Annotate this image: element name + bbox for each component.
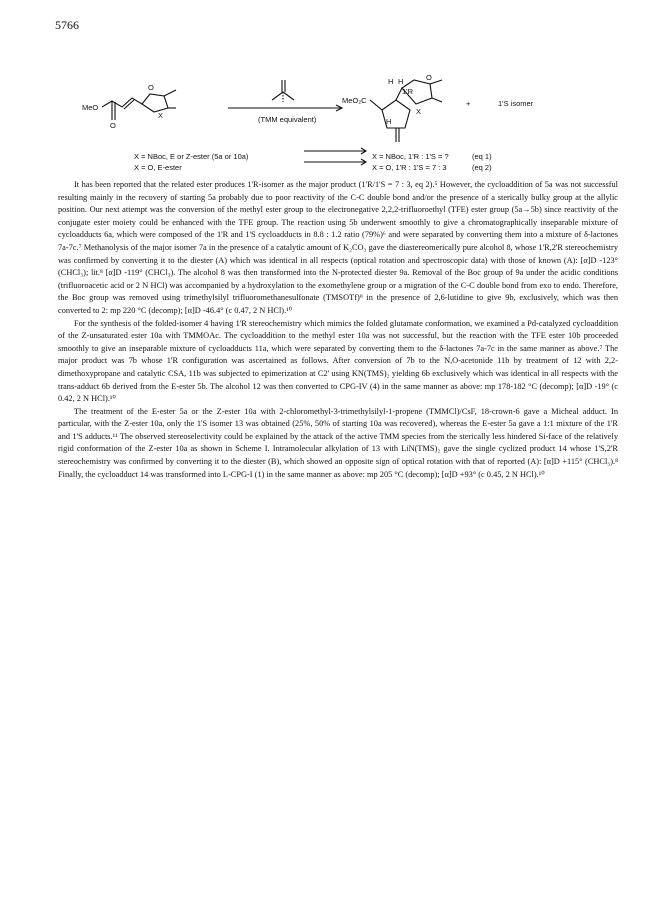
product-x-label: X [416, 107, 422, 116]
conditions-row-2 [134, 163, 594, 174]
paragraph-2: For the synthesis of the folded-isomer 4 having 1'R stereochemistry which mimics the folded glutamate conformation, we examined a Pd-catalyzed cycloaddition of the Z-unsaturated ester 10a with TMMOAc. The cycloaddition to the methyl ester 10a was not successful, but the reaction with the TFE ester 10b proceeded smoothly to give an inseparable mixture of cycloadducts 11a, which were separated by converting them to the δ-lactones 7a-7c in the same manner as above.⁷ The major product was 7b whose 1'R configuration was ascertained as follows. After conversion of 7b to the N,O-acetonide 11b by treatment of 12 with 2,2-dimethoxypropane and catalytic CSA, 11b was subjected to epimerization at C2' using KN(TMS)₂ yielding 6b exclusively which was identical in all respects with the trans-adduct 6b derived from the E-ester 5b. The alcohol 12 was then converted to CPG-IV (4) in the same manner as above: mp 178-182 °C (decomp); [α]D -19° (c 0.42, 2 N HCl).¹⁰ [58, 318, 618, 404]
sm-o-label: O [148, 83, 154, 92]
isomer-label: 1'S isomer [498, 99, 534, 108]
paragraph-1: It has been reported that the related ester produces 1'R-isomer as the major product (1'R/1'S = 7 : 3, eq 2).⁵ However, the cycloaddition of 5a was not successful resulting mainly in the recovery of starting 5a probably due to poor reactivity of the C-C double bond and/or the presence of a sterically bulky group at the allylic position. Our next attempt was the conversion of the methyl ester group to the electronegative 2,2,2-trifluoroethyl (TFE) ester group (5a→5b) since reactivity of the conjugate ester moiety could be enhanced with the TFE group. The reaction using 5b underwent smoothly to give a chromatographically inseparable mixture of cycloadducts 6a, which were composed of the 1'R and 1'S cycloadducts in 8.8 : 1.2 ratio (79%)⁶ and were separated by converting them into a mixture of δ-lactones 7a-7c.⁷ Methanolysis of the major isomer 7a in the presence of a catalytic amount of K₂CO₃ gave the diastereomerically pure alcohol 8, whose 1'R,2'R stereochemistry was confirmed by converting it to the diester (A) which was identical in all respects (optical rotation and spectroscopic data) with those of known (A): [α]D -123° (CHCl₃); lit.⁸ [α]D -119° (CHCl₃). The alcohol 8 was then transformed into the N-protected diester 9a. Removal of the Boc group of 9a under the acidic conditions (trifluoroacetic acid or 2 N HCl) was accompanied by a hydroxylation to the exomethylene group or a migration of the C-C double bond from exo to endo. Therefore, the Boc group was removed using trimethylsilyl trifluoromethanesulfonate (TMSOTf)⁹ in the presence of 2,6-lutidine to give 9b, exclusively, which was then converted to 2: mp 220 °C (decomp); [α]D -46.4° (c 0.47, 2 N HCl).¹⁰ [58, 180, 618, 315]
conditions-row-1 [134, 152, 594, 163]
eq2-condition: X = O, E-ester [134, 163, 182, 172]
product-h-label: H [386, 117, 392, 126]
sm-meo-label: MeO [82, 103, 99, 112]
reaction-conditions [134, 152, 594, 174]
page-number: 5766 [55, 18, 79, 32]
product-h1-label: H [388, 77, 394, 86]
eq2-label: (eq 2) [472, 163, 492, 172]
reagent-label: (TMM equivalent) [258, 115, 317, 124]
plus-sign: + [466, 99, 471, 108]
sm-x-label: X [158, 111, 164, 120]
product-1r-label: 1'R [402, 87, 414, 96]
eq1-label: (eq 1) [472, 152, 492, 161]
eq1-condition: X = NBoc, E or Z-ester (5a or 10a) [134, 152, 249, 161]
product-h2-label: H [398, 77, 404, 86]
paragraph-3: The treatment of the E-ester 5a or the Z-ester 10a with 2-chloromethyl-3-trimethylsilyl-1-propene (TMMCl)/CsF, 18-crown-6 gave a Micheal adduct. In particular, with the Z-ester 10a, only the 1'S isomer 13 was obtained (25%, 50% of starting 10a was recovered), whereas the E-ester 5a gave a 1:1 mixture of the 1'R and 1'S adducts.¹¹ The observed stereoselectivity could be explained by the attack of the active TMM species from the sterically less hindered Si-face of the relatively rigid conformation of the Z-ester 10a as shown in Scheme I. Intramolecular alkylation of 13 with LiN(TMS)₂ gave the single cyclized product 14 whose 1'S,2'R stereochemistry was confirmed by converting it to the diester (B), which showed an opposite sign of optical rotation with that of reported (A): [α]D +115° (CHCl₃).⁸ Finally, the cycloadduct 14 was transformed into L-CPG-I (1) in the same manner as above: mp 205 °C (decomp); [α]D +93° (c 0.45, 2 N HCl).¹⁰ [58, 406, 618, 479]
body-text [58, 179, 618, 481]
sm-chain [102, 98, 142, 107]
eq2-result: X = O, 1'R : 1'S = 7 : 3 [372, 163, 447, 172]
product-ester-label: MeO₂C [342, 96, 367, 105]
product-o-label: O [426, 73, 432, 82]
sm-ring [142, 94, 168, 112]
sm-carbonyl-o-label: O [110, 121, 116, 130]
eq1-result: X = NBoc, 1'R : 1'S = ? [372, 152, 449, 161]
